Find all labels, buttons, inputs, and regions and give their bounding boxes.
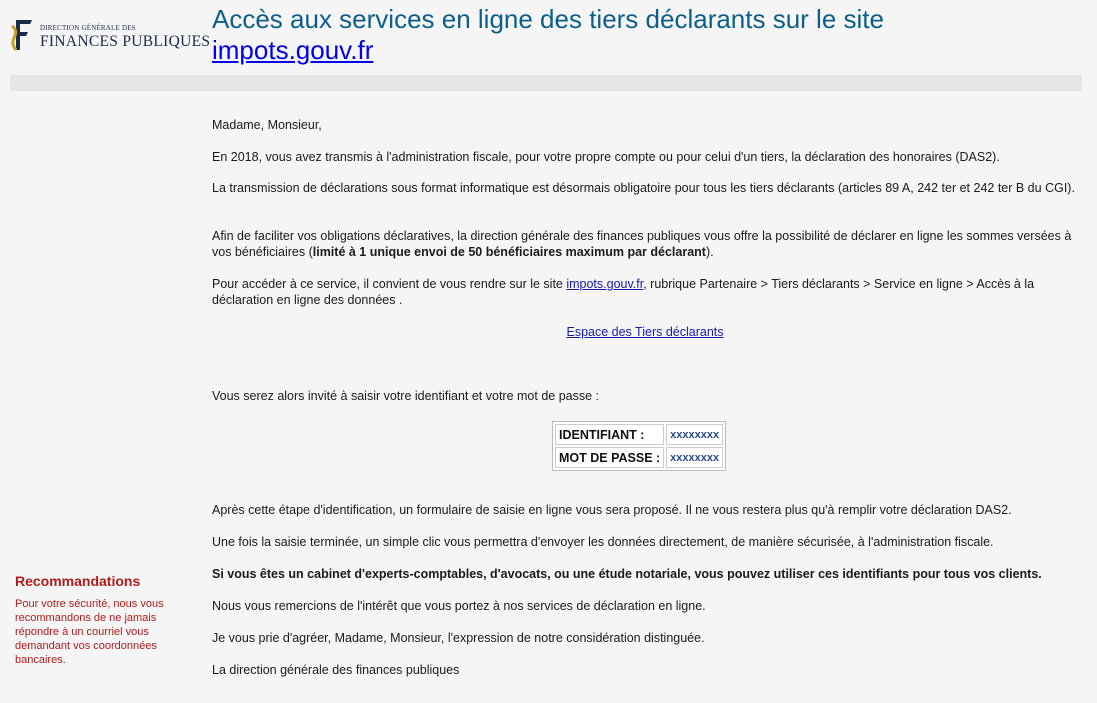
paragraph-online-declaration-text: Afin de faciliter vos obligations déclaratives, la direction générale des finances publiques vous offre la possibilité de déclarer en ligne les sommes versées à vos bénéficiaires ( [212,229,1072,259]
recommendations-panel [15,573,185,667]
paragraph-access-path: , rubrique Partenaire > Tiers déclarants > Service en ligne > Accès à la déclaration en ligne des données . [212,277,1035,307]
paragraph-credentials-intro: Vous serez alors invité à saisir votre identifiant et votre mot de passe : [212,389,599,403]
paragraph-online-declaration-end: ). [705,245,714,259]
credentials-row-password [555,447,723,468]
page-title-text: Accès aux services en ligne des tiers déclarants sur le site [212,4,884,34]
paragraph-submission: Une fois la saisie terminée, un simple clic vous permettra d'envoyer les données directement, de manière sécurisée, à l'administration fiscale. [212,535,994,549]
password-value: xxxxxxxx [666,447,723,468]
tiers-declarants-link-wrapper [212,324,1078,340]
paragraph-access [212,276,1078,308]
paragraph-das2: En 2018, vous avez transmis à l'administration fiscale, pour votre propre compte ou pour celui d'un tiers, la déclaration des honoraires (DAS2). [212,150,1000,164]
paragraph-closing: Je vous prie d'agréer, Madame, Monsieur, l'expression de notre considération distinguée. [212,631,705,645]
signature: La direction générale des finances publiques [212,663,460,677]
limit-notice: limité à 1 unique envoi de 50 bénéficiaires maximum par déclarant [312,245,706,259]
logo-name: FINANCES PUBLIQUES [40,33,211,50]
paragraph-obligation: La transmission de déclarations sous format informatique est désormais obligatoire pour tous les tiers déclarants (articles 89 A, 242 ter et 242 ter B du CGI). [212,181,1075,195]
recommendations-title: Recommandations [15,573,141,589]
greeting: Madame, Monsieur, [212,118,322,132]
header-divider-bar [10,75,1082,91]
paragraph-after-identification: Après cette étape d'identification, un formulaire de saisie en ligne vous sera proposé. Il ne vous restera plus qu'à remplir votre déclaration DAS2. [212,503,1012,517]
paragraph-access-text: Pour accéder à ce service, il convient de vous rendre sur le site [212,277,567,291]
title-site-link[interactable]: impots.gouv.fr [212,35,374,65]
dgfip-emblem-icon [10,16,34,54]
password-label: MOT DE PASSE : [555,447,664,468]
recommendations-text: Pour votre sécurité, nous vous recommandons de ne jamais répondre à un courriel vous demandant vos coordonnées bancaires. [15,598,164,666]
credentials-row-id [555,424,723,445]
tiers-declarants-link[interactable]: Espace des Tiers déclarants [566,325,724,339]
page-title [212,4,1082,66]
paragraph-thanks: Nous vous remercions de l'intérêt que vous portez à nos services de déclaration en ligne. [212,599,706,613]
credentials-table [552,421,726,471]
paragraph-professionals: Si vous êtes un cabinet d'experts-comptables, d'avocats, ou une étude notariale, vous pouvez utiliser ces identifiants pour tous vos clients. [212,567,1042,581]
logo-subtitle: DIRECTION GÉNÉRALE DES [40,24,136,32]
impots-site-link[interactable]: impots.gouv.fr [566,277,644,291]
header [0,0,1097,75]
identifiant-value: xxxxxxxx [666,424,723,445]
dgfip-logo[interactable] [10,14,211,58]
paragraph-online-declaration [212,228,1078,260]
identifiant-label: IDENTIFIANT : [555,424,664,445]
